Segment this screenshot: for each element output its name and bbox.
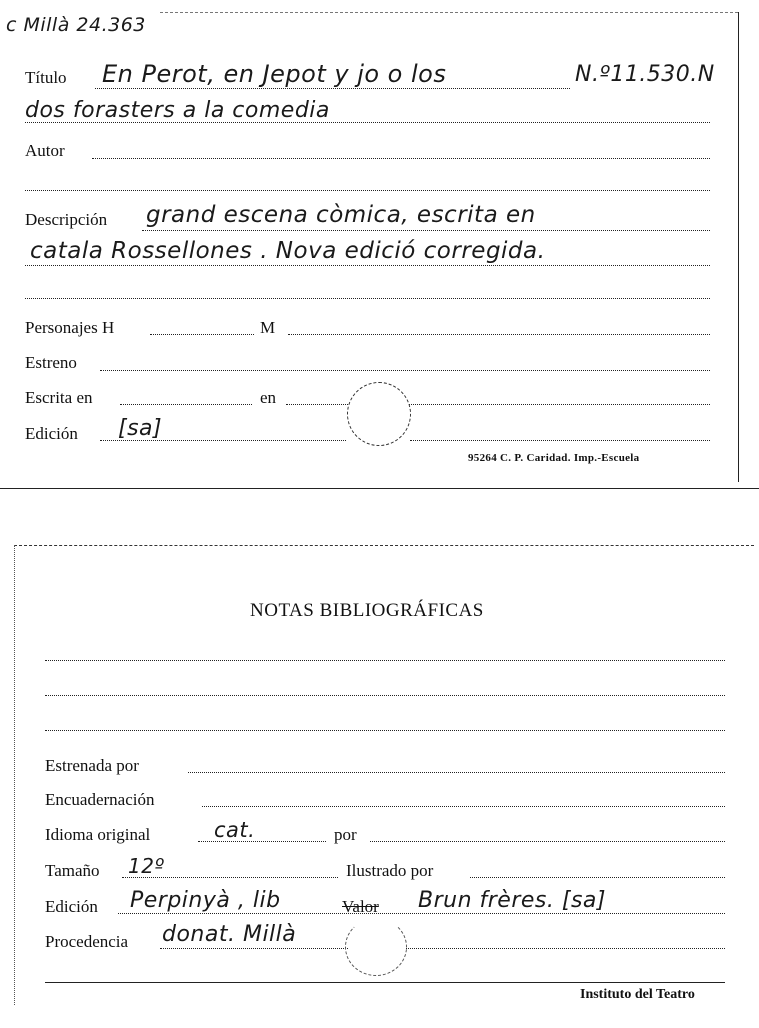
personajes-h-line xyxy=(150,334,254,335)
descripcion-line-2 xyxy=(25,265,710,266)
titulo-line-1 xyxy=(95,88,570,89)
card2-left-border xyxy=(14,545,15,1005)
autor-label: Autor xyxy=(25,141,65,160)
card1-bottom-border xyxy=(0,488,759,489)
descripcion-label: Descripción xyxy=(25,210,108,229)
notas-line-1 xyxy=(45,660,725,661)
descripcion-line-3 xyxy=(25,298,710,299)
escrita-en-label: en xyxy=(260,388,277,407)
numero-registro: N.º11.530.N xyxy=(575,62,715,87)
card2-top-border xyxy=(14,545,754,546)
edicion2-label: Edición xyxy=(45,897,98,916)
printer-imprint: 95264 C. P. Caridad. Imp.-Escuela xyxy=(468,452,640,464)
valor-label: Valor xyxy=(342,897,379,916)
stamp-circle xyxy=(347,382,411,446)
stamp-circle-2 xyxy=(345,918,407,976)
card1-right-border xyxy=(738,12,739,482)
personajes-m-label: M xyxy=(260,318,276,337)
estrenada-label: Estrenada por xyxy=(45,756,139,775)
tamano-value: 12º xyxy=(128,854,165,878)
notas-line-2 xyxy=(45,695,725,696)
edicion-line-b xyxy=(410,440,710,441)
ilustrado-line xyxy=(470,877,725,878)
ilustrado-label: Ilustrado por xyxy=(346,861,434,880)
escrita-label: Escrita en xyxy=(25,388,93,407)
escrita-line xyxy=(120,404,252,405)
descripcion-value-1: grand escena còmica, escrita en xyxy=(146,202,536,228)
final-line xyxy=(45,982,725,983)
idioma-value: cat. xyxy=(214,818,256,842)
edicion2-value-1: Perpinyà , lib xyxy=(130,888,281,913)
descripcion-line-1 xyxy=(142,230,710,231)
estreno-label: Estreno xyxy=(25,353,77,372)
procedencia-label: Procedencia xyxy=(45,932,129,951)
titulo-label: Título xyxy=(25,68,67,87)
personajes-label: Personajes H xyxy=(25,318,115,337)
estrenada-line xyxy=(188,772,725,773)
titulo-value-1: En Perot, en Jepot y jo o los xyxy=(102,60,447,88)
por-line xyxy=(370,841,725,842)
footer-institution: Instituto del Teatro xyxy=(580,987,695,1002)
encuadernacion-label: Encuadernación xyxy=(45,790,155,809)
encuadernacion-line xyxy=(202,806,725,807)
edicion2-line xyxy=(118,913,725,914)
edicion-label: Edición xyxy=(25,424,78,443)
edicion-value: [sa] xyxy=(118,416,163,441)
card1-top-edge xyxy=(160,12,738,13)
tamano-label: Tamaño xyxy=(45,861,100,880)
por-label: por xyxy=(334,825,357,844)
autor-line-2 xyxy=(25,190,710,191)
procedencia-line-b xyxy=(406,948,725,949)
procedencia-value: donat. Millà xyxy=(162,922,297,947)
notas-heading: NOTAS BIBLIOGRÁFICAS xyxy=(250,600,484,621)
edicion2-value-2: Brun frères. [sa] xyxy=(418,888,606,913)
personajes-m-line xyxy=(288,334,710,335)
autor-line xyxy=(92,158,710,159)
idioma-label: Idioma original xyxy=(45,825,151,844)
descripcion-value-2: catala Rossellones . Nova edició corregida. xyxy=(30,238,546,264)
corner-call-number: c Millà 24.363 xyxy=(6,14,146,36)
procedencia-line xyxy=(160,948,348,949)
notas-line-3 xyxy=(45,730,725,731)
estreno-line xyxy=(100,370,710,371)
titulo-value-2: dos forasters a la comedia xyxy=(25,98,330,123)
